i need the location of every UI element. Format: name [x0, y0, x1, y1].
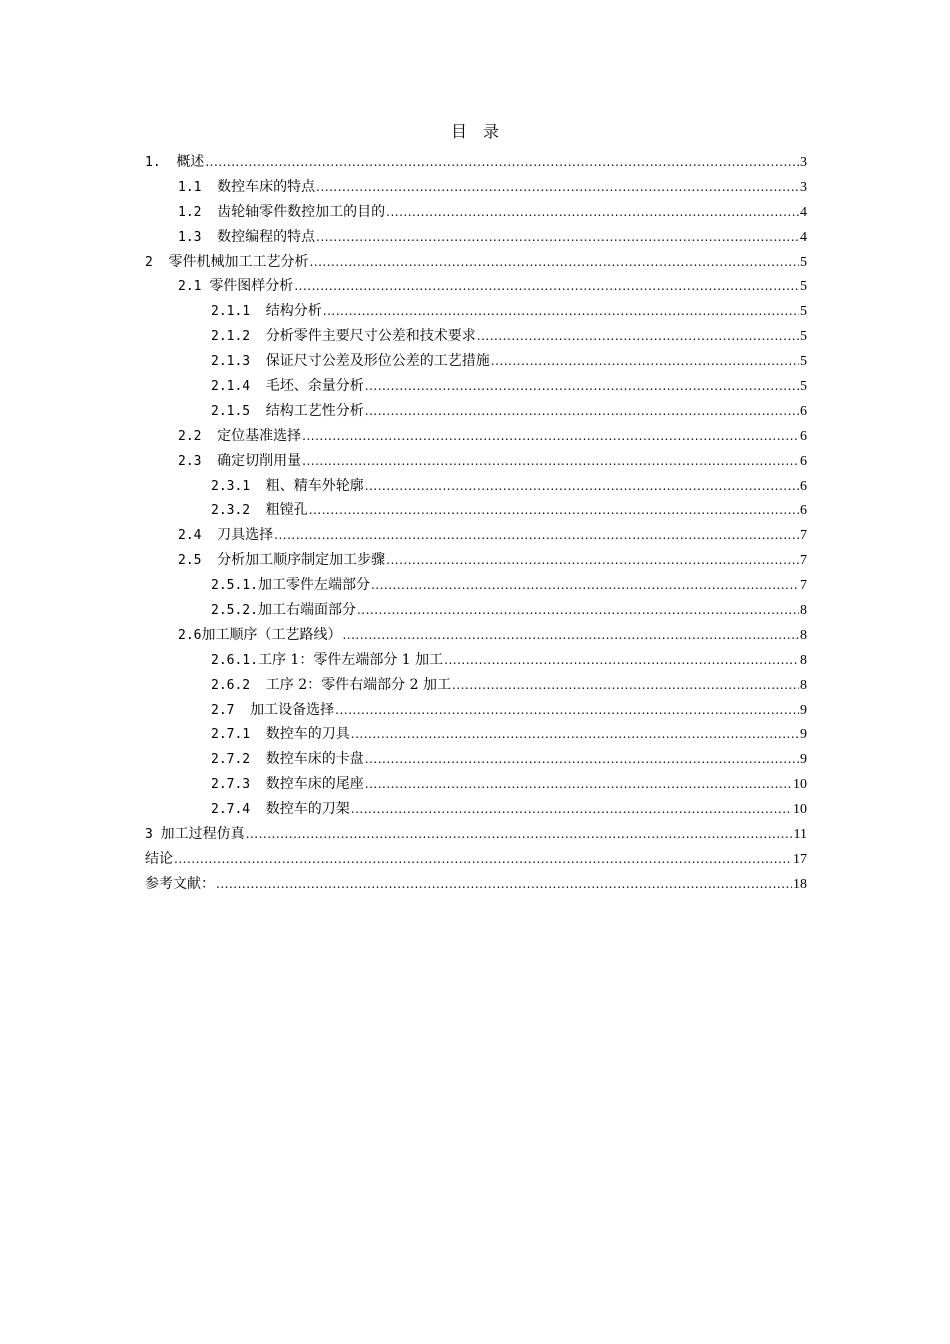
- toc-entry-title: 数控车床的特点: [217, 178, 316, 195]
- toc-dot-leader: [216, 872, 792, 897]
- toc-dot-leader: [246, 822, 793, 847]
- toc-entry-title: 刀具选择: [217, 527, 274, 544]
- toc-page-number: 6: [800, 478, 807, 494]
- toc-entry[interactable]: [145, 299, 807, 324]
- toc-entry-number: 1.: [145, 155, 177, 170]
- toc-entry[interactable]: [145, 324, 807, 349]
- toc-entry-title: 粗镗孔: [265, 502, 308, 519]
- toc-entry[interactable]: [145, 797, 807, 822]
- toc-entry[interactable]: [145, 648, 807, 673]
- toc-entry-number: 2.2: [178, 428, 218, 444]
- toc-entry-number: 2.1.1: [211, 304, 266, 320]
- toc-entry[interactable]: [145, 698, 807, 723]
- toc-entry-title: 定位基准选择: [217, 427, 302, 444]
- toc-page-number: 8: [800, 677, 807, 693]
- toc-entry-number: 2.6.1.: [211, 652, 258, 668]
- toc-entry-title: 加工过程仿真: [160, 826, 245, 843]
- toc-entry[interactable]: [145, 250, 807, 275]
- toc-page-number: 9: [800, 702, 807, 718]
- toc-dot-leader: [365, 747, 799, 772]
- toc-entry-title: 工序 2：零件右端部分 2 加工: [265, 676, 451, 693]
- toc-entry-title: 结构分析: [265, 303, 322, 320]
- toc-entry-title: 数控编程的特点: [217, 228, 316, 245]
- toc-page-number: 4: [800, 229, 807, 245]
- toc-page-number: 9: [800, 752, 807, 768]
- toc-dot-leader: [342, 623, 799, 648]
- toc-dot-leader: [365, 399, 799, 424]
- toc-page-number: 17: [793, 851, 807, 867]
- toc-entry-number: 2.3.2: [211, 503, 266, 519]
- toc-page-number: 9: [800, 727, 807, 743]
- toc-page-number: 5: [800, 354, 807, 370]
- toc-dot-leader: [365, 474, 799, 499]
- toc-entry-title: 数控车床的卡盘: [265, 751, 364, 768]
- toc-entry-number: 2.4: [178, 528, 218, 544]
- toc-entry-title: 粗、精车外轮廓: [265, 477, 364, 494]
- toc-entry-number: 2.1.3: [211, 354, 266, 370]
- toc-dot-leader: [309, 250, 799, 275]
- toc-entry-number: 1.1: [178, 179, 218, 195]
- toc-dot-leader: [491, 349, 799, 374]
- toc-entry-number: 2.7.2: [211, 752, 266, 768]
- toc-page-number: 10: [793, 802, 807, 818]
- toc-entry[interactable]: [145, 150, 807, 175]
- toc-dot-leader: [357, 598, 799, 623]
- toc-entry[interactable]: [145, 673, 807, 698]
- toc-entry[interactable]: [145, 274, 807, 299]
- toc-entry-title: 保证尺寸公差及形位公差的工艺措施: [265, 353, 490, 370]
- toc-entry[interactable]: [145, 872, 807, 897]
- toc-dot-leader: [371, 573, 799, 598]
- toc-entry-number: 2.1: [178, 279, 210, 295]
- toc-dot-leader: [302, 424, 799, 449]
- toc-dot-leader: [335, 698, 799, 723]
- toc-dot-leader: [452, 673, 799, 698]
- toc-entry-title: 分析加工顺序制定加工步骤: [217, 552, 386, 569]
- toc-dot-leader: [316, 225, 799, 250]
- toc-entry[interactable]: [145, 598, 807, 623]
- toc-entry-number: 2.5.1.: [211, 578, 258, 594]
- toc-entry-number: 1.2: [178, 204, 218, 220]
- toc-entry[interactable]: [145, 747, 807, 772]
- toc-entry-number: 2.3: [178, 453, 218, 469]
- toc-entry[interactable]: [145, 225, 807, 250]
- toc-entry-number: 2.1.2: [211, 329, 266, 345]
- toc-page-number: 6: [800, 403, 807, 419]
- toc-entry-number: 2.7.4: [211, 802, 266, 818]
- toc-entry[interactable]: [145, 498, 807, 523]
- toc-page-number: 3: [800, 155, 807, 170]
- toc-entry[interactable]: [145, 449, 807, 474]
- toc-dot-leader: [386, 200, 799, 225]
- toc-entry[interactable]: [145, 200, 807, 225]
- toc-entry-number: 3: [145, 827, 161, 843]
- toc-entry[interactable]: [145, 374, 807, 399]
- toc-title-part1: 目: [450, 122, 467, 141]
- toc-entry-title: 毛坯、余量分析: [265, 378, 364, 395]
- toc-dot-leader: [174, 847, 792, 872]
- toc-page-number: 8: [800, 627, 807, 643]
- toc-entry-title: 数控车的刀架: [265, 801, 350, 818]
- toc-entry-title: 工序 1：零件左端部分 1 加工: [257, 651, 444, 668]
- toc-entry-number: 2.3.1: [211, 478, 266, 494]
- toc-entry-number: 2.1.5: [211, 403, 266, 419]
- toc-dot-leader: [351, 797, 792, 822]
- toc-entry[interactable]: [145, 722, 807, 747]
- toc-dot-leader: [274, 523, 799, 548]
- toc-dot-leader: [365, 772, 792, 797]
- toc-entry[interactable]: [145, 175, 807, 200]
- toc-page-number: 18: [793, 876, 807, 892]
- toc-dot-leader: [309, 498, 799, 523]
- toc-dot-leader: [477, 324, 799, 349]
- toc-dot-leader: [444, 648, 799, 673]
- toc-entry-title: 加工零件左端部分: [257, 577, 370, 594]
- toc-entry-title: 齿轮轴零件数控加工的目的: [217, 203, 386, 220]
- toc-entry-title: 结构工艺性分析: [265, 402, 364, 419]
- toc-entry[interactable]: [145, 523, 807, 548]
- toc-page-number: 6: [800, 503, 807, 519]
- toc-dot-leader: [323, 299, 799, 324]
- toc-page-number: 11: [793, 827, 807, 843]
- toc-entry-number: 2.7: [211, 702, 251, 718]
- toc-page-number: 5: [800, 254, 807, 270]
- toc-page-number: 8: [800, 652, 807, 668]
- toc-entry-number: 2.1.4: [211, 379, 266, 395]
- toc-entry[interactable]: [145, 573, 807, 598]
- toc-entry-title: 结论: [145, 850, 173, 867]
- toc-page-number: 5: [800, 329, 807, 345]
- toc-entry-title: 加工顺序（工艺路线）: [201, 626, 342, 643]
- toc-entry-title: 加工右端面部分: [257, 602, 356, 619]
- toc-entry[interactable]: [145, 349, 807, 374]
- toc-entry-title: 参考文献：: [145, 875, 215, 892]
- toc-entry-number: 2: [145, 254, 169, 270]
- toc-entry-title: 数控车床的尾座: [265, 776, 364, 793]
- toc-entry[interactable]: [145, 399, 807, 424]
- toc-page-number: 7: [800, 553, 807, 569]
- toc-entry-number: 1.3: [178, 229, 218, 245]
- toc-dot-leader: [365, 374, 799, 399]
- table-of-contents: [145, 150, 807, 897]
- toc-entry[interactable]: [145, 822, 807, 847]
- toc-entry-number: 2.7.1: [211, 727, 266, 743]
- toc-entry-number: 2.6: [178, 627, 202, 643]
- toc-dot-leader: [294, 274, 799, 299]
- toc-entry-title: 概述: [176, 154, 205, 170]
- toc-dot-leader: [302, 449, 799, 474]
- toc-dot-leader: [316, 175, 799, 200]
- toc-page-number: 5: [800, 279, 807, 295]
- toc-page-number: 6: [800, 453, 807, 469]
- toc-page-number: 6: [800, 428, 807, 444]
- toc-page-number: 7: [800, 578, 807, 594]
- toc-entry-title: 零件图样分析: [209, 278, 294, 295]
- toc-entry[interactable]: [145, 623, 807, 648]
- toc-title-part2: 录: [483, 122, 500, 141]
- toc-entry-title: 确定切削用量: [217, 452, 302, 469]
- toc-page-number: 4: [800, 204, 807, 220]
- toc-entry-number: 2.5: [178, 553, 218, 569]
- toc-title: [0, 121, 950, 143]
- toc-entry-number: 2.7.3: [211, 777, 266, 793]
- toc-page-number: 10: [793, 777, 807, 793]
- toc-entry-number: 2.5.2.: [211, 603, 258, 619]
- toc-entry[interactable]: [145, 847, 807, 872]
- toc-entry-title: 数控车的刀具: [265, 726, 350, 743]
- toc-entry[interactable]: [145, 424, 807, 449]
- toc-entry-number: 2.6.2: [211, 677, 266, 693]
- toc-dot-leader: [205, 150, 799, 175]
- toc-page-number: 8: [800, 603, 807, 619]
- toc-page-number: 5: [800, 304, 807, 320]
- toc-entry[interactable]: [145, 548, 807, 573]
- toc-entry[interactable]: [145, 772, 807, 797]
- toc-page-number: 5: [800, 379, 807, 395]
- toc-entry-title: 加工设备选择: [250, 701, 335, 718]
- toc-page-number: 3: [800, 179, 807, 195]
- toc-entry-title: 零件机械加工工艺分析: [168, 253, 309, 270]
- toc-dot-leader: [386, 548, 799, 573]
- toc-entry-title: 分析零件主要尺寸公差和技术要求: [265, 328, 476, 345]
- toc-dot-leader: [351, 722, 799, 747]
- toc-page-number: 7: [800, 528, 807, 544]
- toc-entry[interactable]: [145, 474, 807, 499]
